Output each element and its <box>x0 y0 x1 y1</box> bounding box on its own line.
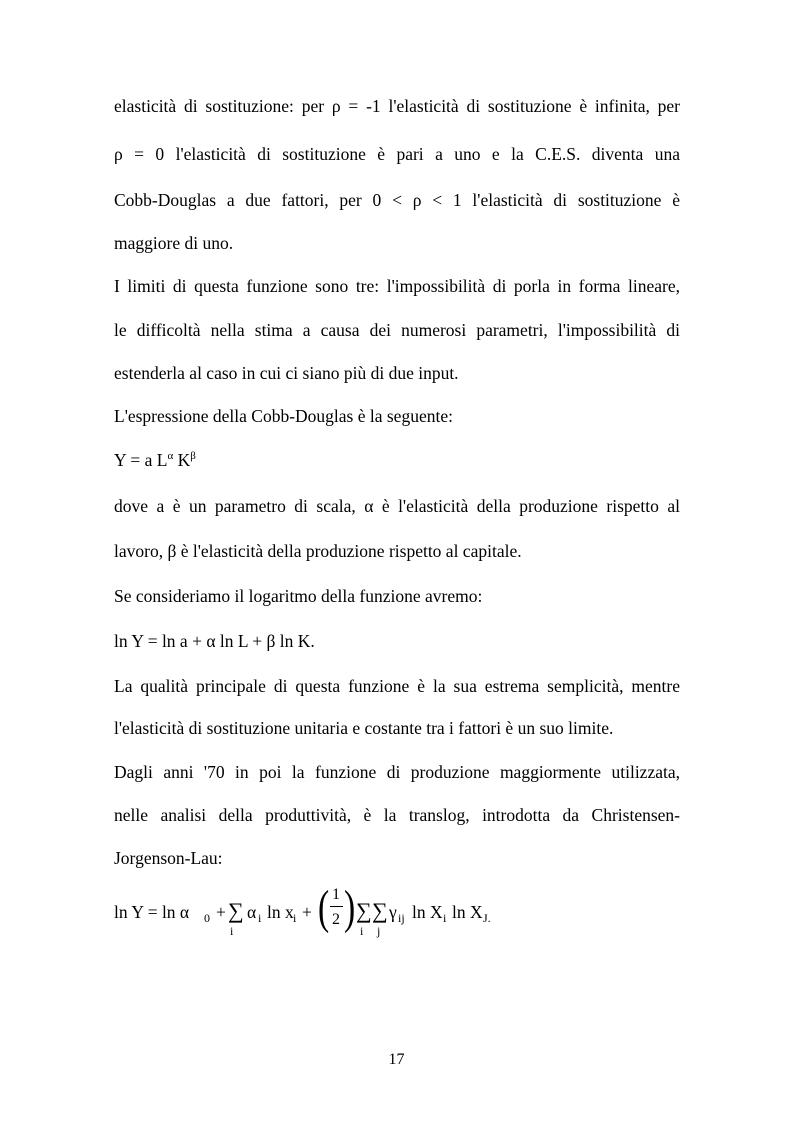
text-line-3: Cobb-Douglas a due fattori, per 0 < ρ < 1 l'elasticità di sostituzione è <box>114 190 680 210</box>
text-line-2: ρ = 0 l'elasticità di sostituzione è pari a uno e la C.E.S. diventa una <box>114 144 680 164</box>
text-line-8: L'espressione della Cobb-Douglas è la seguente: <box>114 406 453 426</box>
text-line-6: le difficoltà nella stima a causa dei numerosi parametri, l'impossibilità di <box>114 320 680 340</box>
tl-gamma: γ <box>389 902 397 922</box>
tl-xj-sub: J. <box>483 911 491 925</box>
tl-lhs: ln Y = ln α <box>114 902 190 922</box>
tl-fraction-bar <box>330 906 343 907</box>
text-line-1: elasticità di sostituzione: per ρ = -1 l'elasticità di sostituzione è infinita, per <box>114 96 680 116</box>
tl-ln-x: ln x <box>267 902 294 922</box>
tl-sum-2: ∑ <box>356 898 372 923</box>
tl-plus1: + <box>216 902 226 922</box>
translog-formula <box>114 880 614 940</box>
log-formula: ln Y = ln a + α ln L + β ln K. <box>114 631 315 651</box>
tl-alpha-sub: i <box>258 911 262 925</box>
text-line-12: La qualità principale di questa funzione è la sua estrema semplicità, mentre <box>114 676 680 696</box>
text-line-10: lavoro, β è l'elasticità della produzione rispetto al capitale. <box>114 541 522 561</box>
tl-plus2: + <box>302 902 312 922</box>
tl-ln-xi: ln X <box>412 902 443 922</box>
tl-sum-2-index: i <box>360 924 364 938</box>
text-line-15: nelle analisi della produttività, è la translog, introdotta da Christensen- <box>114 805 680 825</box>
tl-open-paren: ( <box>318 881 330 934</box>
tl-numerator: 1 <box>332 886 340 903</box>
text-line-7: estenderla al caso in cui ci siano più di due input. <box>114 363 459 383</box>
tl-x-sub: i <box>293 911 297 925</box>
tl-sum-3-index: j <box>377 924 381 938</box>
text-line-11: Se consideriamo il logaritmo della funzione avremo: <box>114 586 483 606</box>
text-line-13: l'elasticità di sostituzione unitaria e costante tra i fattori è un suo limite. <box>114 718 614 738</box>
page-number: 17 <box>388 1051 405 1068</box>
tl-sum-3: ∑ <box>372 898 388 923</box>
tl-ln-xj: ln X <box>452 902 483 922</box>
tl-sum-1: ∑ <box>228 898 244 923</box>
tl-close-paren: ) <box>344 881 356 934</box>
cd-k: K <box>173 450 191 470</box>
cd-prefix: Y = a L <box>114 450 168 470</box>
text-line-5: I limiti di questa funzione sono tre: l'impossibilità di porla in forma lineare, <box>114 276 680 296</box>
text-line-14: Dagli anni '70 in poi la funzione di produzione maggiormente utilizzata, <box>114 762 680 782</box>
tl-sum-1-index: i <box>230 924 234 938</box>
tl-sub0: 0 <box>204 911 210 925</box>
cobb-douglas-formula <box>114 450 680 470</box>
text-line-16: Jorgenson-Lau: <box>114 848 223 868</box>
text-line-4: maggiore di uno. <box>114 233 234 253</box>
tl-gamma-sub: ij <box>398 911 405 925</box>
text-line-9: dove a è un parametro di scala, α è l'elasticità della produzione rispetto al <box>114 496 680 516</box>
cd-exp-alpha: α <box>167 450 174 462</box>
tl-denominator: 2 <box>332 911 340 928</box>
tl-xi-sub: i <box>443 911 447 925</box>
tl-alpha-i: α <box>247 902 257 922</box>
cd-exp-beta: β <box>190 450 196 462</box>
